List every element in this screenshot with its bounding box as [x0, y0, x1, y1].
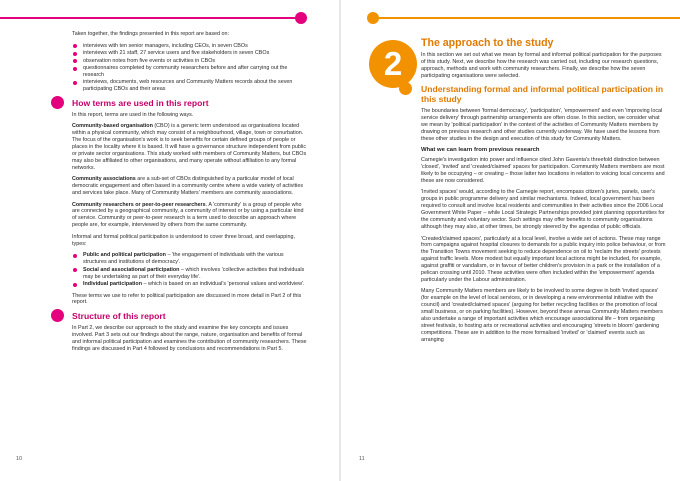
section-heading [421, 84, 667, 104]
sources-list [72, 43, 308, 94]
type-def: – which involves 'collective activities that individuals may be undertaking as part of their everyday life'. [83, 266, 305, 280]
right-header-rule [373, 17, 680, 19]
structure-heading-text: Structure of this report [72, 310, 166, 321]
list-item: interviews with 21 staff, 27 service users and five stakeholders in seven CBOs [72, 50, 308, 57]
paragraph: Carnegie's investigation into power and influence cited John Gaventa's threefold distinction between 'closed', 'invited' and 'created/claimed' spaces for participation. Community Matters members are most likely to be occupying – or creating – those latter two locations in relation to voicing local concerns and these are now considered. [421, 157, 665, 184]
list-item [72, 252, 308, 266]
page-number-right: 11 [359, 456, 365, 462]
left-header-dot [295, 12, 307, 24]
cbo-def-text: (CBO) is a generic term understood as organisations located within a physical community, which may consist of a neighbourhood, village, town or conurbation. The focus of the organisation's work is to seek benefits for certain defined groups of people or places in the locality where it is based. It will have a governance structure independent from public or private sector organisations. This study worked with members of Community Matters, but CBOs may also be affiliated to other organisations, and many operate without affiliation to any formal networks. [72, 123, 307, 171]
paragraph: 'Invited spaces' would, according to the Carnegie report, encompass citizen's juries, panels, user's groups in public programme delivery and similar mechanisms. Indeed, local government has been required to consult and involve local residents and communities in their activities since the 2006 Local Government White Paper – while Local Strategic Partnerships provided joint planning opportunities for the community and voluntary sector. Such settings may offer benefits to community organisations although they may also, at other times, be strongly steered by the agendas of public officials. [421, 189, 665, 230]
list-item: questionnaires completed by community researchers before and after carrying out the research [72, 65, 308, 79]
type-term: Social and associational participation [83, 266, 180, 273]
heading-dot [51, 309, 64, 322]
structure-heading [72, 311, 308, 321]
list-item [72, 281, 308, 288]
left-column [72, 31, 308, 357]
left-header-rule [0, 17, 300, 19]
chapter-intro: In this section we set out what we mean by formal and informal political participation for the purposes of this study. Next, we describe how the research was carried out, including our research questions, approach, methods and work with community researchers. Finally, we describe how the seven participating organisations were selected. [421, 52, 662, 79]
list-item [72, 267, 308, 281]
paragraph: 'Created/claimed spaces', particularly at a local level, involve a wide set of actions. These may range from campaigns against hospital closures to demands for a public inquiry into police behaviour, or from the Transition Towns movement seeking to reduce dependence on oil to 'reclaim the streets' protests against traffic levels. More modest but equally important local actions might be included, for example, against graffiti or vandalism, or in favour of better children's provision in a park or the installation of a pelican crossing until 2010. These activities were often included within the 'empowerment' agenda particularly under the Labour administration. [421, 235, 666, 283]
section-text: The boundaries between 'formal democracy', 'participation', 'empowerment' and even 'improving local service delivery' through partnership arrangements are often close. In this section, we consider what we mean by 'political participation' in the context of the activities of Community Matters members by drawing on previous research and other studies currently underway. We have used the lessons from these other studies in the design and execution of this study for Community Matters. [421, 108, 663, 142]
list-item: interviews, documents, web resources and Community Matters records about the seven participating CBOs and their areas [72, 79, 308, 93]
page-number-left: 10 [16, 456, 22, 462]
type-term: Individual participation [83, 281, 143, 287]
terms-heading-text: How terms are used in this report [72, 97, 209, 108]
participation-intro: Informal and formal political participation is understood to cover three broad, and overlapping, types: [72, 233, 295, 247]
chapter-number-badge: 2 [369, 40, 417, 88]
type-def: – 'the engagement of individuals with the various structures and institutions of democracy'. [83, 252, 284, 266]
assoc-term: Community associations [72, 176, 136, 183]
chapter-title: The approach to the study [421, 37, 554, 49]
section-heading-text: Understanding formal and informal political participation in this study [421, 84, 664, 105]
heading-dot [51, 96, 64, 109]
list-item: interviews with ten senior managers, including CEOs, in seven CBOs [72, 43, 308, 50]
type-term: Public and political participation [83, 252, 166, 259]
paragraph: Many Community Matters members are likely to be involved to some degree in both 'invited spaces' (for example on the level of local services, or in developing a new environmental initiative with the council) and 'created/claimed spaces' (arguing for better recycling facilities or the promotion of local small business, or on parking facilities). However, beyond these arenas Community Matters members also undertake a range of important activities which encourage associational life – from organising street festivals, to hosting arts or recreational activities and encouraging 'streets in bloom' gardening competitions. These are in addition to the more formalised 'invited' or 'claimed' events such as arranging [421, 288, 663, 343]
researcher-term: Community researchers or peer-to-peer researchers [72, 201, 206, 208]
cbo-term: Community-based organisation [72, 123, 153, 130]
participation-types-list [72, 252, 308, 288]
terms-heading [72, 98, 308, 108]
assoc-definition [72, 176, 308, 197]
researcher-definition [72, 202, 308, 230]
assoc-def-text: are a sub-set of CBOs distinguished by a particular model of local democratic engagement and often based in a community centre where a wide variety of activities and services take place. Many of Community Matters' members are community associations. [72, 176, 304, 197]
structure-text: In Part 2, we describe our approach to the study and examine the key concepts and issues involved. Part 3 sets out our findings about the range, nature, organisation and benefits of formal and informal political participation and examines the contribution of community researchers. These findings are discussed in Part 4 followed by conclusions and recommendations in Part 5. [72, 324, 307, 352]
sources-intro: Taken together, the findings presented in this report are based on: [72, 31, 230, 37]
terms-outro: These terms we use to refer to political participation are discussed in more detail in Part 2 of this report. [72, 292, 302, 306]
list-item: observation notes from five events or activities in CBOs [72, 58, 308, 65]
cbo-definition [72, 123, 308, 171]
right-header-dot [367, 12, 379, 24]
researcher-def-text: . A 'community' is a group of people who are connected by a geographical community, a community of interest or by using a particular kind of service. Community or peer-to-peer research is a term used to describe an approach where people are, for example, interviewed by others from the same community. [72, 201, 304, 229]
type-def: – which is based on an individual's 'personal values and worldview'. [142, 281, 305, 287]
right-column [421, 52, 667, 348]
subheading: What we can learn from previous research [421, 147, 540, 154]
terms-intro: In this report, terms are used in the following ways. [72, 111, 194, 118]
